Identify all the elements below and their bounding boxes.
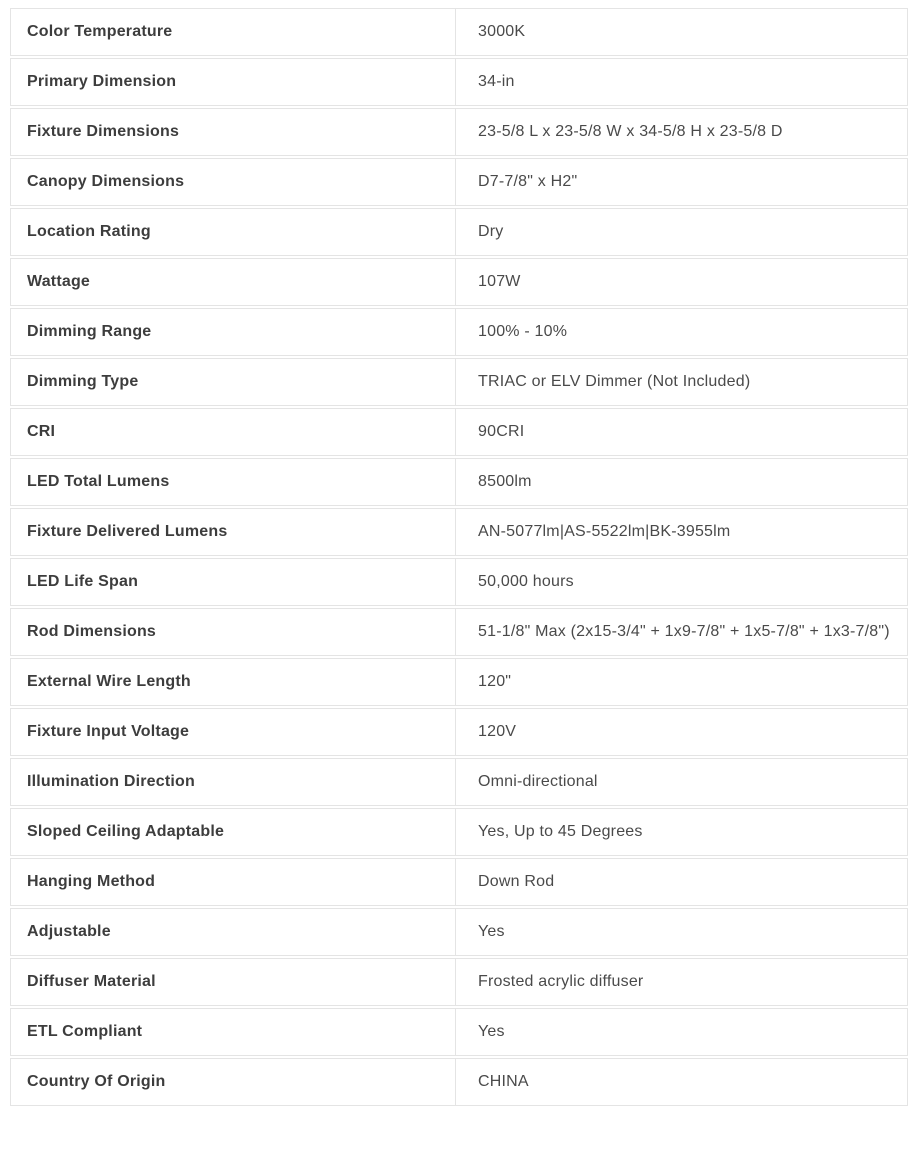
- spec-row: [10, 708, 908, 756]
- spec-value: 51-1/8" Max (2x15-3/4" + 1x9-7/8" + 1x5-7/8" + 1x3-7/8"): [478, 623, 890, 640]
- spec-value: CHINA: [478, 1073, 529, 1090]
- spec-value: Yes: [478, 1023, 505, 1040]
- spec-row: [10, 958, 908, 1006]
- spec-label: Diffuser Material: [11, 959, 456, 1005]
- spec-row: [10, 808, 908, 856]
- spec-row: [10, 558, 908, 606]
- spec-value: TRIAC or ELV Dimmer (Not Included): [478, 373, 751, 390]
- spec-value: Yes: [478, 923, 505, 940]
- spec-label: External Wire Length: [11, 659, 456, 705]
- spec-row: [10, 108, 908, 156]
- spec-value: 8500lm: [478, 473, 532, 490]
- spec-value: 23-5/8 L x 23-5/8 W x 34-5/8 H x 23-5/8 D: [478, 123, 783, 140]
- spec-label: Wattage: [11, 259, 456, 305]
- spec-label: Location Rating: [11, 209, 456, 255]
- spec-value: D7-7/8" x H2": [478, 173, 578, 190]
- spec-label: Adjustable: [11, 909, 456, 955]
- spec-row: [10, 258, 908, 306]
- page: [0, 8, 924, 1160]
- spec-row: [10, 158, 908, 206]
- spec-value: 50,000 hours: [478, 573, 574, 590]
- spec-value: Frosted acrylic diffuser: [478, 973, 644, 990]
- spec-label: Illumination Direction: [11, 759, 456, 805]
- spec-row: [10, 458, 908, 506]
- spec-value: Omni-directional: [478, 773, 598, 790]
- spec-label: Fixture Delivered Lumens: [11, 509, 456, 555]
- spec-label: Rod Dimensions: [11, 609, 456, 655]
- spec-label: Dimming Range: [11, 309, 456, 355]
- spec-label: Fixture Input Voltage: [11, 709, 456, 755]
- spec-label: Dimming Type: [11, 359, 456, 405]
- spec-label: Hanging Method: [11, 859, 456, 905]
- product-specifications-table: [10, 8, 908, 1106]
- spec-label: Color Temperature: [11, 9, 456, 55]
- spec-label: CRI: [11, 409, 456, 455]
- spec-label: Country Of Origin: [11, 1059, 456, 1105]
- spec-label: LED Total Lumens: [11, 459, 456, 505]
- spec-value: 107W: [478, 273, 521, 290]
- spec-label: Fixture Dimensions: [11, 109, 456, 155]
- spec-label: LED Life Span: [11, 559, 456, 605]
- spec-label: ETL Compliant: [11, 1009, 456, 1055]
- spec-value: 120V: [478, 723, 517, 740]
- spec-value: 3000K: [478, 23, 526, 40]
- spec-row: [10, 58, 908, 106]
- spec-row: [10, 608, 908, 656]
- spec-row: [10, 758, 908, 806]
- spec-row: [10, 408, 908, 456]
- spec-value: Down Rod: [478, 873, 555, 890]
- spec-value: Dry: [478, 223, 504, 240]
- spec-label: Canopy Dimensions: [11, 159, 456, 205]
- spec-row: [10, 908, 908, 956]
- spec-row: [10, 208, 908, 256]
- spec-label: Primary Dimension: [11, 59, 456, 105]
- spec-row: [10, 1058, 908, 1106]
- spec-row: [10, 1008, 908, 1056]
- spec-value: 34-in: [478, 73, 515, 90]
- spec-value: 100% - 10%: [478, 323, 568, 340]
- spec-value: Yes, Up to 45 Degrees: [478, 823, 643, 840]
- spec-value: AN-5077lm|AS-5522lm|BK-3955lm: [478, 523, 731, 540]
- spec-value: 120": [478, 673, 512, 690]
- spec-row: [10, 358, 908, 406]
- spec-row: [10, 658, 908, 706]
- spec-value: 90CRI: [478, 423, 525, 440]
- spec-label: Sloped Ceiling Adaptable: [11, 809, 456, 855]
- spec-row: [10, 858, 908, 906]
- spec-row: [10, 8, 908, 56]
- spec-row: [10, 508, 908, 556]
- spec-row: [10, 308, 908, 356]
